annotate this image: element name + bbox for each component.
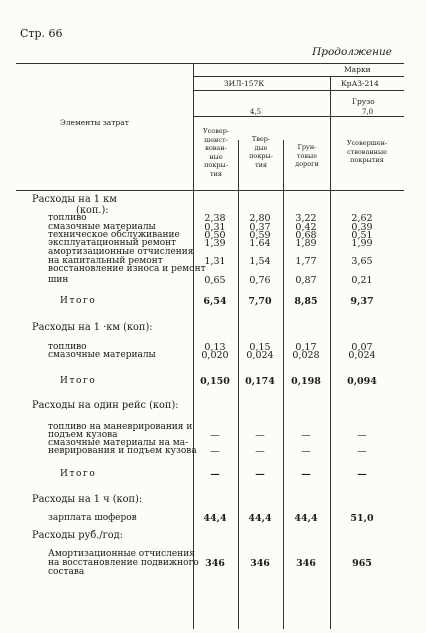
row-10-value-0: 6,54 — [203, 296, 227, 307]
row-17-value-1: — — [255, 430, 265, 441]
row-label-12: топливо — [48, 342, 87, 352]
row-13-value-1: 0,024 — [246, 350, 274, 361]
row-20-value-3: — — [357, 469, 367, 480]
row-label-15: Расходы на один рейс (коп): — [32, 400, 179, 411]
row-label-11: Расходы на 1 ·км (коп): — [32, 322, 153, 333]
row-2-value-1: 2,80 — [249, 213, 271, 224]
model-label-0: ЗИЛ-157К — [224, 79, 265, 88]
row-label-16: топливо на маневрирования и — [48, 422, 193, 432]
row-2-value-0: 2,38 — [204, 213, 226, 224]
row-4-value-1: 0,59 — [249, 230, 271, 241]
row-10-value-2: 8,85 — [294, 296, 318, 307]
row-label-0: Расходы на 1 км — [32, 194, 117, 205]
row-17-value-0: — — [210, 430, 220, 441]
capacity-label: Грузо — [352, 97, 375, 106]
row-19-value-3: — — [357, 446, 367, 457]
row-25-value-1: 346 — [250, 558, 270, 569]
row-20-value-2: — — [301, 469, 311, 480]
header-bottom-rule — [16, 190, 404, 191]
row-4-value-0: 0,50 — [204, 230, 226, 241]
row-label-9: шин — [48, 275, 69, 285]
road-type-header-3: Усовершен- ствованные покрытия — [346, 139, 388, 164]
row-14-value-0: 0,150 — [200, 376, 230, 387]
row-19-value-1: — — [255, 446, 265, 457]
row-label-6: амортизационные отчисления — [48, 247, 194, 257]
row-label-13: смазочные материалы — [48, 350, 156, 360]
row-9-value-1: 0,76 — [249, 275, 271, 286]
row-12-value-0: 0,13 — [204, 342, 226, 353]
row-22-value-1: 44,4 — [248, 513, 272, 524]
row-label-24: Амортизационные отчисления — [48, 549, 195, 559]
row-3-value-1: 0,37 — [249, 222, 271, 233]
col-divider-1 — [238, 140, 239, 629]
road-type-header-0: Усовер- шенст- вован- ные покры- тия — [202, 127, 230, 178]
row-label-10: Итого — [60, 296, 97, 306]
row-label-14: Итого — [60, 376, 97, 386]
col-divider-0 — [193, 63, 194, 629]
row-9-value-0: 0,65 — [204, 275, 226, 286]
row-label-22: зарплата шоферов — [48, 513, 137, 523]
capacity-value-0: 4,5 — [250, 108, 262, 116]
row-9-value-3: 0,21 — [351, 275, 373, 286]
row-label-3: смазочные материалы — [48, 222, 156, 232]
row-22-value-3: 51,0 — [350, 513, 374, 524]
row-label-21: Расходы на 1 ч (коп): — [32, 494, 143, 505]
row-5-value-1: 1.64 — [249, 238, 271, 249]
row-5-value-0: 1,39 — [204, 238, 226, 249]
row-label-4: техническое обслуживание — [48, 230, 180, 240]
brand-row-rule — [193, 76, 404, 77]
row-4-value-2: 0,68 — [295, 230, 317, 241]
row-10-value-1: 7,70 — [248, 296, 272, 307]
row-12-value-2: 0,17 — [295, 342, 317, 353]
row-2-value-3: 2,62 — [351, 213, 373, 224]
row-13-value-0: 0,020 — [201, 350, 229, 361]
row-3-value-3: 0,39 — [351, 222, 373, 233]
column-header-elements: Элементы затрат — [60, 118, 129, 127]
row-19-value-2: — — [301, 446, 311, 457]
model-row-rule — [193, 90, 404, 91]
row-12-value-1: 0,15 — [249, 342, 271, 353]
row-7-value-2: 1,77 — [295, 256, 317, 267]
row-22-value-0: 44,4 — [203, 513, 227, 524]
row-3-value-2: 0,42 — [295, 222, 317, 233]
road-type-header-1: Твер- дые покры- тия — [249, 135, 273, 169]
row-label-1: (коп.): — [76, 205, 109, 216]
row-label-2: топливо — [48, 213, 87, 223]
row-19-value-0: — — [210, 446, 220, 457]
row-25-value-2: 346 — [296, 558, 316, 569]
row-9-value-2: 0,87 — [295, 275, 317, 286]
continued-label: Продолжение — [312, 46, 392, 58]
row-7-value-3: 3,65 — [351, 256, 373, 267]
row-label-19: неврирования и подъем кузова — [48, 446, 197, 456]
row-label-23: Расходы руб./год: — [32, 530, 123, 541]
capacity-value-1: 7,0 — [362, 108, 374, 116]
row-label-20: Итого — [60, 469, 97, 479]
row-22-value-2: 44,4 — [294, 513, 318, 524]
row-14-value-3: 0,094 — [347, 376, 377, 387]
row-label-8: восстановление износа и ремонт — [48, 264, 206, 274]
row-label-5: эксплуатационный ремонт — [48, 238, 177, 248]
row-12-value-3: 0,07 — [351, 342, 373, 353]
row-3-value-0: 0,31 — [204, 222, 226, 233]
row-5-value-2: 1,89 — [295, 238, 317, 249]
row-label-7: на капитальный ремонт — [48, 256, 163, 266]
row-14-value-1: 0,174 — [245, 376, 275, 387]
model-label-1: КрАЗ-214 — [341, 79, 379, 88]
row-20-value-1: — — [255, 469, 265, 480]
row-label-26: состава — [48, 567, 85, 577]
row-25-value-3: 965 — [352, 558, 372, 569]
row-25-value-0: 346 — [205, 558, 225, 569]
row-14-value-2: 0,198 — [291, 376, 321, 387]
row-label-18: смазочные материалы на ма- — [48, 438, 189, 448]
row-20-value-0: — — [210, 469, 220, 480]
row-2-value-2: 3,22 — [295, 213, 317, 224]
row-13-value-3: 0,024 — [348, 350, 376, 361]
table-top-rule — [16, 63, 404, 64]
row-17-value-2: — — [301, 430, 311, 441]
row-10-value-3: 9,37 — [350, 296, 374, 307]
brands-label: Марки — [344, 65, 371, 74]
row-5-value-3: 1,99 — [351, 238, 373, 249]
row-label-17: подъем кузова — [48, 430, 118, 440]
row-7-value-0: 1,31 — [204, 256, 226, 267]
col-divider-3 — [330, 76, 331, 629]
row-13-value-2: 0,028 — [292, 350, 320, 361]
row-label-25: на восстановление подвижного — [48, 558, 199, 568]
page-header: Стр. 66 — [20, 27, 63, 40]
row-7-value-1: 1,54 — [249, 256, 271, 267]
col-divider-2 — [283, 140, 284, 629]
row-17-value-3: — — [357, 430, 367, 441]
row-4-value-3: 0,51 — [351, 230, 373, 241]
road-type-header-2: Грун- товые дороги — [295, 143, 319, 168]
